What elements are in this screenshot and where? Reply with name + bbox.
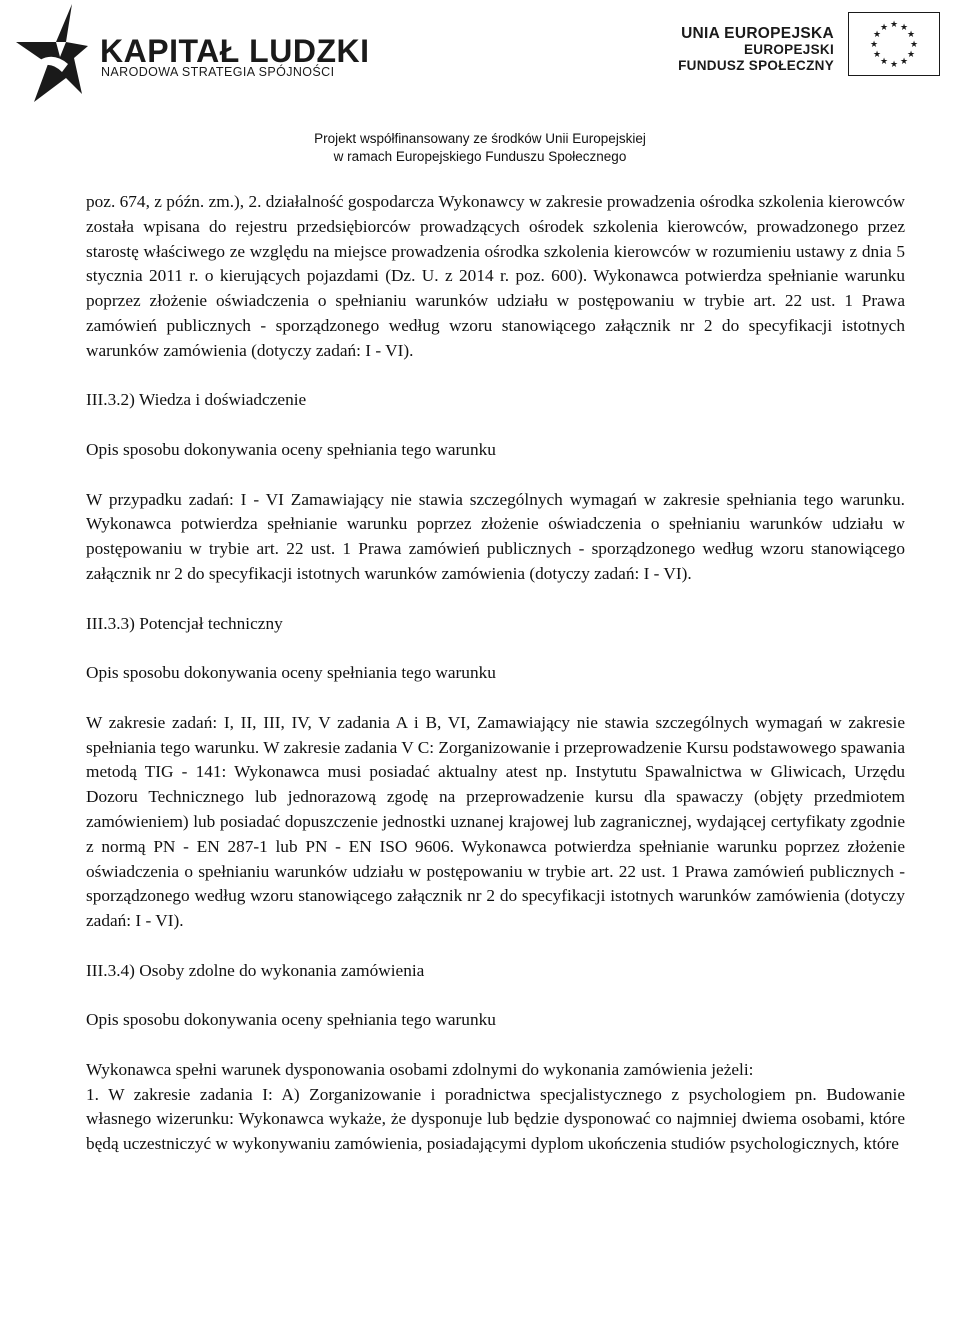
section-heading-technical: III.3.3) Potencjał techniczny — [86, 613, 283, 633]
svg-text:★: ★ — [872, 50, 882, 60]
eu-line-2: EUROPEJSKI — [743, 42, 834, 57]
svg-text:★: ★ — [906, 50, 916, 60]
paragraph-knowledge: W przypadku zadań: I - VI Zamawiający nie stawia szczególnych wymagań w zakresie spełniania tego warunku. Wykonawca potwierdza spełnianie warunku poprzez złożenie oświadczenia o spełnianiu warunków udziału w postępowaniu w trybie art. 22 ust. 1 Prawa zamówień publicznych - sporządzonego według wzoru stanowiącego załącznik nr 2 do specyfikacji istotnych warunków zamówienia (dotyczy zadań: I - VI). — [86, 489, 905, 583]
svg-text:★: ★ — [899, 57, 909, 67]
kapital-ludzki-star-logo — [10, 2, 90, 112]
project-cofinancing-note — [0, 130, 960, 166]
eu-line-1: UNIA EUROPEJSKA — [681, 25, 834, 42]
paragraph-task-one: 1. W zakresie zadania I: A) Zorganizowanie i poradnictwa specjalistycznego z psychologiem pn. Budowanie własnego wizerunku: Wykonawca wykaże, że dysponuje lub będzie dysponować co najmniej dwiema osobami, które będą uczestniczyć w wykonywaniu zamówienia, posiadającymi dyplom ukończenia studiów psychologicznych, które — [86, 1084, 905, 1154]
project-line-2: w ramach Europejskiego Funduszu Społecznego — [333, 149, 627, 164]
eu-line-3: FUNDUSZ SPOŁECZNY — [678, 58, 834, 73]
project-line-1: Projekt współfinansowany ze środków Unii Europejskiej — [314, 131, 646, 146]
paragraph-technical: W zakresie zadań: I, II, III, IV, V zadania A i B, VI, Zamawiający nie stawia szczególnych wymagań w zakresie spełniania tego warunku. W zakresie zadania V C: Zorganizowanie i przeprowadzenie Kursu podstawowego spawania metodą TIG - 141: Wykonawca musi posiadać aktualny atest np. Instytutu Spawalnictwa w Gliwicach, Urzędu Dozoru Technicznego lub jednorazową zgodę na przeprowadzenie kursu dla spawaczy (objęty przedmiotem zamówieniem) lub posiadać dopuszczenie jednostki uznanej krajowej lub zagranicznej, wydającej certyfikaty zgodnie z normą PN - EN 287-1 lub PN - EN ISO 9606. Wykonawca potwierdza spełnianie warunku poprzez złożenie oświadczenia o spełnianiu warunków udziału w postępowaniu w trybie art. 22 ust. 1 Prawa zamówień publicznych - sporządzonego według wzoru stanowiącego załącznik nr 2 do specyfikacji istotnych warunków zamówienia (dotyczy zadań: I - VI). — [86, 712, 905, 931]
kapital-ludzki-subtitle: NARODOWA STRATEGIA SPÓJNOŚCI — [101, 65, 335, 79]
svg-text:★: ★ — [889, 20, 899, 30]
page-header — [0, 0, 960, 175]
svg-text:★: ★ — [899, 23, 909, 33]
section-heading-persons: III.3.4) Osoby zdolne do wykonania zamówienia — [86, 960, 425, 980]
svg-text:★: ★ — [879, 57, 889, 67]
svg-text:★: ★ — [909, 40, 919, 50]
eu-fund-label — [678, 26, 834, 74]
section-subheading: Opis sposobu dokonywania oceny spełniania tego warunku — [86, 439, 496, 459]
section-heading-knowledge: III.3.2) Wiedza i doświadczenie — [86, 390, 307, 410]
eu-flag-icon — [848, 12, 940, 76]
paragraph-persons-intro: Wykonawca spełni warunek dysponowania osobami zdolnymi do wykonania zamówienia jeżeli: — [86, 1059, 754, 1079]
document-body — [86, 190, 905, 1157]
section-subheading: Opis sposobu dokonywania oceny spełniania tego warunku — [86, 1010, 496, 1030]
paragraph-driving-school: poz. 674, z późn. zm.), 2. działalność gospodarcza Wykonawcy w zakresie prowadzenia ośrodka szkolenia kierowców została wpisana do rejestru przedsiębiorców prowadzących ośrodek szkolenia kierowców, prowadzonego przez starostę właściwego ze względu na miejsce prowadzenia ośrodka szkolenia kierowców w rozumieniu ustawy z dnia 5 stycznia 2011 r. o kierujących pojazdami (Dz. U. z 2014 r. poz. 600). Wykonawca potwierdza spełnianie warunku poprzez złożenie oświadczenia o spełnianiu warunków udziału w postępowaniu w trybie art. 22 ust. 1 Prawa zamówień publicznych - sporządzonego według wzoru stanowiącego załącznik nr 2 do specyfikacji istotnych warunków zamówienia (dotyczy zadań: I - VI). — [86, 192, 905, 360]
svg-text:★: ★ — [872, 30, 882, 40]
svg-text:★: ★ — [889, 60, 899, 70]
svg-text:★: ★ — [906, 30, 916, 40]
svg-text:★: ★ — [869, 40, 879, 50]
section-subheading: Opis sposobu dokonywania oceny spełniania tego warunku — [86, 663, 496, 683]
svg-text:★: ★ — [879, 23, 889, 33]
kapital-ludzki-title: KAPITAŁ LUDZKI — [100, 33, 370, 69]
